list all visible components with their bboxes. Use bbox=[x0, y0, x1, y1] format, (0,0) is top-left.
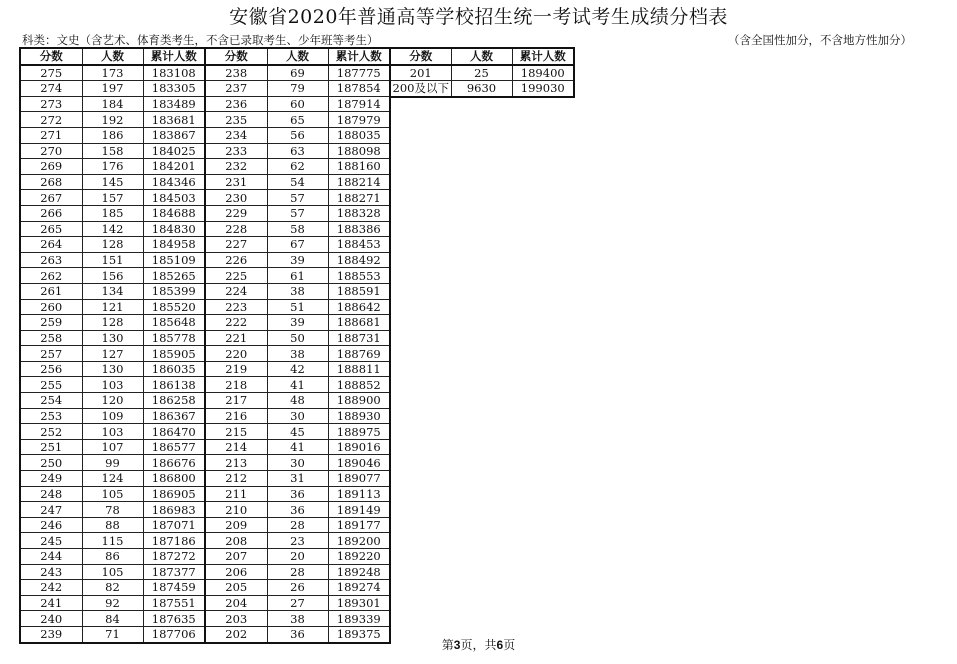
cell-score: 264 bbox=[20, 237, 82, 253]
cell-cumulative: 188328 bbox=[328, 205, 390, 221]
cell-score: 214 bbox=[205, 439, 267, 455]
cell-count: 173 bbox=[82, 65, 143, 81]
table-row bbox=[20, 268, 390, 284]
cell-cumulative: 188731 bbox=[328, 330, 390, 346]
table-row bbox=[20, 65, 390, 81]
table-row bbox=[20, 517, 390, 533]
table-row bbox=[20, 237, 390, 253]
cell-cumulative: 189248 bbox=[328, 564, 390, 580]
cell-score: 236 bbox=[205, 96, 267, 112]
cell-score: 224 bbox=[205, 283, 267, 299]
cell-count: 60 bbox=[267, 96, 328, 112]
cell-score: 238 bbox=[205, 65, 267, 81]
cell-count: 57 bbox=[267, 205, 328, 221]
cell-score: 251 bbox=[20, 439, 82, 455]
table-row bbox=[20, 159, 390, 175]
table-row bbox=[20, 330, 390, 346]
table-row bbox=[20, 424, 390, 440]
table-row bbox=[20, 283, 390, 299]
cell-count: 28 bbox=[267, 564, 328, 580]
cell-score: 256 bbox=[20, 361, 82, 377]
cell-cumulative: 187272 bbox=[143, 549, 205, 565]
cell-score: 218 bbox=[205, 377, 267, 393]
cell-cumulative: 189375 bbox=[328, 626, 390, 642]
cell-count: 127 bbox=[82, 346, 143, 362]
cell-count: 41 bbox=[267, 439, 328, 455]
table-row bbox=[20, 549, 390, 565]
cell-score: 267 bbox=[20, 190, 82, 206]
cell-score: 261 bbox=[20, 283, 82, 299]
cell-cumulative: 187979 bbox=[328, 112, 390, 128]
cell-score: 266 bbox=[20, 205, 82, 221]
cell-cumulative: 184503 bbox=[143, 190, 205, 206]
table-row bbox=[20, 611, 390, 627]
cell-count: 88 bbox=[82, 517, 143, 533]
cell-score: 211 bbox=[205, 486, 267, 502]
cell-cumulative: 187706 bbox=[143, 626, 205, 642]
cell-cumulative: 184830 bbox=[143, 221, 205, 237]
cell-count: 109 bbox=[82, 408, 143, 424]
cell-count: 151 bbox=[82, 252, 143, 268]
table-row bbox=[20, 377, 390, 393]
cell-score: 240 bbox=[20, 611, 82, 627]
footer-middle: 页，共 bbox=[460, 638, 497, 652]
cell-cumulative: 183489 bbox=[143, 96, 205, 112]
table-header-row bbox=[20, 48, 390, 65]
cell-score: 205 bbox=[205, 580, 267, 596]
cell-score: 223 bbox=[205, 299, 267, 315]
cell-count: 39 bbox=[267, 315, 328, 331]
cell-count: 121 bbox=[82, 299, 143, 315]
table-row bbox=[20, 580, 390, 596]
cell-count: 103 bbox=[82, 377, 143, 393]
cell-cumulative: 187071 bbox=[143, 517, 205, 533]
cell-cumulative: 188811 bbox=[328, 361, 390, 377]
cell-cumulative: 188975 bbox=[328, 424, 390, 440]
cell-score: 204 bbox=[205, 595, 267, 611]
cell-count: 120 bbox=[82, 393, 143, 409]
cell-score: 235 bbox=[205, 112, 267, 128]
cell-count: 54 bbox=[267, 174, 328, 190]
cell-count: 107 bbox=[82, 439, 143, 455]
cell-cumulative: 185265 bbox=[143, 268, 205, 284]
cell-score: 247 bbox=[20, 502, 82, 518]
cell-cumulative: 189149 bbox=[328, 502, 390, 518]
cell-count: 156 bbox=[82, 268, 143, 284]
cell-count: 63 bbox=[267, 143, 328, 159]
cell-score: 272 bbox=[20, 112, 82, 128]
cell-cumulative: 188453 bbox=[328, 237, 390, 253]
cell-cumulative: 187854 bbox=[328, 81, 390, 97]
cell-cumulative: 187186 bbox=[143, 533, 205, 549]
cell-count: 79 bbox=[267, 81, 328, 97]
cell-count: 62 bbox=[267, 159, 328, 175]
cell-cumulative: 188035 bbox=[328, 127, 390, 143]
cell-cumulative: 186138 bbox=[143, 377, 205, 393]
cell-score: 232 bbox=[205, 159, 267, 175]
cell-score: 249 bbox=[20, 471, 82, 487]
header-cumulative: 累计人数 bbox=[143, 48, 205, 65]
table-row bbox=[20, 595, 390, 611]
cell-cumulative: 186983 bbox=[143, 502, 205, 518]
cell-score: 263 bbox=[20, 252, 82, 268]
table-row bbox=[20, 299, 390, 315]
table-row bbox=[20, 221, 390, 237]
cell-score: 275 bbox=[20, 65, 82, 81]
table-row bbox=[20, 190, 390, 206]
cell-score: 262 bbox=[20, 268, 82, 284]
cell-count: 115 bbox=[82, 533, 143, 549]
cell-count: 30 bbox=[267, 408, 328, 424]
cell-count: 78 bbox=[82, 502, 143, 518]
footer-prefix: 第 bbox=[441, 638, 454, 652]
table-row bbox=[20, 112, 390, 128]
cell-cumulative: 186470 bbox=[143, 424, 205, 440]
cell-count: 9630 bbox=[451, 81, 512, 97]
cell-count: 39 bbox=[267, 252, 328, 268]
page-footer bbox=[0, 638, 957, 652]
cell-score: 259 bbox=[20, 315, 82, 331]
cell-score: 255 bbox=[20, 377, 82, 393]
table-row bbox=[20, 361, 390, 377]
cell-cumulative: 189339 bbox=[328, 611, 390, 627]
cell-score: 239 bbox=[20, 626, 82, 642]
cell-score: 274 bbox=[20, 81, 82, 97]
table-body bbox=[20, 65, 390, 643]
cell-cumulative: 199030 bbox=[512, 81, 574, 97]
cell-score: 209 bbox=[205, 517, 267, 533]
cell-count: 130 bbox=[82, 330, 143, 346]
cell-cumulative: 188591 bbox=[328, 283, 390, 299]
cell-count: 157 bbox=[82, 190, 143, 206]
cell-cumulative: 185520 bbox=[143, 299, 205, 315]
cell-score: 202 bbox=[205, 626, 267, 642]
table-row bbox=[20, 315, 390, 331]
cell-cumulative: 186577 bbox=[143, 439, 205, 455]
cell-count: 185 bbox=[82, 205, 143, 221]
cell-count: 28 bbox=[267, 517, 328, 533]
summary-table bbox=[389, 47, 575, 98]
cell-cumulative: 183305 bbox=[143, 81, 205, 97]
header-score: 分数 bbox=[20, 48, 82, 65]
cell-cumulative: 187775 bbox=[328, 65, 390, 81]
cell-cumulative: 188930 bbox=[328, 408, 390, 424]
score-table bbox=[19, 47, 391, 644]
cell-count: 145 bbox=[82, 174, 143, 190]
table-row bbox=[20, 205, 390, 221]
cell-count: 38 bbox=[267, 346, 328, 362]
cell-cumulative: 187551 bbox=[143, 595, 205, 611]
cell-score: 257 bbox=[20, 346, 82, 362]
cell-count: 51 bbox=[267, 299, 328, 315]
cell-count: 130 bbox=[82, 361, 143, 377]
table-row bbox=[20, 439, 390, 455]
cell-cumulative: 185109 bbox=[143, 252, 205, 268]
cell-score: 201 bbox=[390, 65, 451, 81]
cell-score: 221 bbox=[205, 330, 267, 346]
header-count: 人数 bbox=[267, 48, 328, 65]
cell-cumulative: 188386 bbox=[328, 221, 390, 237]
cell-count: 197 bbox=[82, 81, 143, 97]
cell-score: 233 bbox=[205, 143, 267, 159]
footer-suffix: 页 bbox=[503, 638, 516, 652]
cell-count: 61 bbox=[267, 268, 328, 284]
cell-count: 82 bbox=[82, 580, 143, 596]
cell-score: 241 bbox=[20, 595, 82, 611]
cell-count: 20 bbox=[267, 549, 328, 565]
cell-score: 229 bbox=[205, 205, 267, 221]
cell-cumulative: 185778 bbox=[143, 330, 205, 346]
cell-cumulative: 187377 bbox=[143, 564, 205, 580]
cell-cumulative: 189177 bbox=[328, 517, 390, 533]
cell-cumulative: 184688 bbox=[143, 205, 205, 221]
cell-score: 216 bbox=[205, 408, 267, 424]
cell-score: 250 bbox=[20, 455, 82, 471]
table-row bbox=[20, 564, 390, 580]
cell-cumulative: 189046 bbox=[328, 455, 390, 471]
cell-count: 92 bbox=[82, 595, 143, 611]
cell-count: 58 bbox=[267, 221, 328, 237]
cell-score: 252 bbox=[20, 424, 82, 440]
cell-cumulative: 183867 bbox=[143, 127, 205, 143]
cell-count: 84 bbox=[82, 611, 143, 627]
table-row bbox=[20, 174, 390, 190]
cell-cumulative: 187459 bbox=[143, 580, 205, 596]
cell-score: 210 bbox=[205, 502, 267, 518]
cell-score: 208 bbox=[205, 533, 267, 549]
cell-cumulative: 188642 bbox=[328, 299, 390, 315]
cell-cumulative: 186905 bbox=[143, 486, 205, 502]
cell-cumulative: 188681 bbox=[328, 315, 390, 331]
cell-count: 36 bbox=[267, 486, 328, 502]
cell-score: 206 bbox=[205, 564, 267, 580]
cell-count: 192 bbox=[82, 112, 143, 128]
cell-score: 207 bbox=[205, 549, 267, 565]
cell-count: 128 bbox=[82, 237, 143, 253]
cell-cumulative: 186367 bbox=[143, 408, 205, 424]
cell-score: 244 bbox=[20, 549, 82, 565]
cell-count: 36 bbox=[267, 626, 328, 642]
cell-count: 38 bbox=[267, 283, 328, 299]
table-row bbox=[20, 502, 390, 518]
cell-cumulative: 187635 bbox=[143, 611, 205, 627]
cell-score: 213 bbox=[205, 455, 267, 471]
cell-score: 248 bbox=[20, 486, 82, 502]
table-row bbox=[20, 81, 390, 97]
cell-cumulative: 189113 bbox=[328, 486, 390, 502]
cell-cumulative: 187914 bbox=[328, 96, 390, 112]
cell-score: 265 bbox=[20, 221, 82, 237]
subject-category: 科类：文史（含艺术、体育类考生，不含已录取考生、少年班等考生） bbox=[22, 33, 379, 47]
header-score: 分数 bbox=[390, 48, 451, 65]
cell-score: 200及以下 bbox=[390, 81, 451, 97]
cell-score: 269 bbox=[20, 159, 82, 175]
cell-count: 99 bbox=[82, 455, 143, 471]
cell-count: 41 bbox=[267, 377, 328, 393]
summary-body bbox=[390, 65, 574, 97]
cell-score: 268 bbox=[20, 174, 82, 190]
cell-cumulative: 186035 bbox=[143, 361, 205, 377]
table-row bbox=[20, 455, 390, 471]
cell-count: 48 bbox=[267, 393, 328, 409]
cell-cumulative: 188098 bbox=[328, 143, 390, 159]
cell-count: 38 bbox=[267, 611, 328, 627]
table-row bbox=[20, 471, 390, 487]
cell-cumulative: 188160 bbox=[328, 159, 390, 175]
cell-count: 105 bbox=[82, 486, 143, 502]
cell-count: 134 bbox=[82, 283, 143, 299]
cell-score: 245 bbox=[20, 533, 82, 549]
cell-score: 246 bbox=[20, 517, 82, 533]
cell-score: 217 bbox=[205, 393, 267, 409]
cell-count: 184 bbox=[82, 96, 143, 112]
cell-cumulative: 184958 bbox=[143, 237, 205, 253]
header-count: 人数 bbox=[451, 48, 512, 65]
cell-score: 220 bbox=[205, 346, 267, 362]
page-title: 安徽省2020年普通高等学校招生统一考试考生成绩分档表 bbox=[229, 6, 728, 28]
cell-cumulative: 189016 bbox=[328, 439, 390, 455]
table-row bbox=[20, 143, 390, 159]
cell-count: 65 bbox=[267, 112, 328, 128]
cell-cumulative: 186258 bbox=[143, 393, 205, 409]
cell-count: 45 bbox=[267, 424, 328, 440]
cell-score: 227 bbox=[205, 237, 267, 253]
cell-cumulative: 185905 bbox=[143, 346, 205, 362]
cell-cumulative: 188553 bbox=[328, 268, 390, 284]
cell-count: 103 bbox=[82, 424, 143, 440]
footer-page-number: 3 bbox=[453, 638, 461, 652]
header-cumulative: 累计人数 bbox=[512, 48, 574, 65]
cell-score: 212 bbox=[205, 471, 267, 487]
cell-score: 219 bbox=[205, 361, 267, 377]
table-row bbox=[20, 96, 390, 112]
header-count: 人数 bbox=[82, 48, 143, 65]
cell-score: 242 bbox=[20, 580, 82, 596]
cell-score: 273 bbox=[20, 96, 82, 112]
cell-count: 158 bbox=[82, 143, 143, 159]
cell-cumulative: 186676 bbox=[143, 455, 205, 471]
cell-count: 124 bbox=[82, 471, 143, 487]
cell-score: 270 bbox=[20, 143, 82, 159]
table-row bbox=[20, 533, 390, 549]
table-row bbox=[20, 486, 390, 502]
cell-cumulative: 188492 bbox=[328, 252, 390, 268]
cell-count: 56 bbox=[267, 127, 328, 143]
cell-cumulative: 189400 bbox=[512, 65, 574, 81]
cell-score: 260 bbox=[20, 299, 82, 315]
cell-cumulative: 184346 bbox=[143, 174, 205, 190]
cell-cumulative: 189200 bbox=[328, 533, 390, 549]
cell-count: 67 bbox=[267, 237, 328, 253]
cell-score: 243 bbox=[20, 564, 82, 580]
summary-row bbox=[390, 81, 574, 97]
cell-score: 230 bbox=[205, 190, 267, 206]
cell-cumulative: 183108 bbox=[143, 65, 205, 81]
cell-count: 128 bbox=[82, 315, 143, 331]
cell-cumulative: 188900 bbox=[328, 393, 390, 409]
table-row bbox=[20, 393, 390, 409]
cell-score: 215 bbox=[205, 424, 267, 440]
cell-score: 271 bbox=[20, 127, 82, 143]
cell-count: 71 bbox=[82, 626, 143, 642]
cell-score: 254 bbox=[20, 393, 82, 409]
cell-cumulative: 183681 bbox=[143, 112, 205, 128]
cell-count: 25 bbox=[451, 65, 512, 81]
cell-count: 105 bbox=[82, 564, 143, 580]
cell-cumulative: 185399 bbox=[143, 283, 205, 299]
header-score: 分数 bbox=[205, 48, 267, 65]
cell-count: 27 bbox=[267, 595, 328, 611]
bonus-note: （含全国性加分，不含地方性加分） bbox=[728, 33, 912, 47]
table-row bbox=[20, 346, 390, 362]
cell-count: 36 bbox=[267, 502, 328, 518]
cell-cumulative: 189301 bbox=[328, 595, 390, 611]
summary-row bbox=[390, 65, 574, 81]
cell-count: 50 bbox=[267, 330, 328, 346]
footer-total-pages: 6 bbox=[496, 638, 504, 652]
cell-score: 222 bbox=[205, 315, 267, 331]
table-row bbox=[20, 408, 390, 424]
cell-cumulative: 184201 bbox=[143, 159, 205, 175]
cell-count: 86 bbox=[82, 549, 143, 565]
cell-score: 253 bbox=[20, 408, 82, 424]
cell-cumulative: 189220 bbox=[328, 549, 390, 565]
cell-score: 203 bbox=[205, 611, 267, 627]
cell-count: 42 bbox=[267, 361, 328, 377]
cell-cumulative: 188271 bbox=[328, 190, 390, 206]
cell-cumulative: 186800 bbox=[143, 471, 205, 487]
cell-score: 231 bbox=[205, 174, 267, 190]
table-row bbox=[20, 127, 390, 143]
cell-count: 69 bbox=[267, 65, 328, 81]
cell-count: 30 bbox=[267, 455, 328, 471]
cell-cumulative: 188214 bbox=[328, 174, 390, 190]
cell-count: 186 bbox=[82, 127, 143, 143]
cell-count: 23 bbox=[267, 533, 328, 549]
table-row bbox=[20, 252, 390, 268]
cell-count: 57 bbox=[267, 190, 328, 206]
cell-score: 228 bbox=[205, 221, 267, 237]
summary-header-row bbox=[390, 48, 574, 65]
cell-count: 31 bbox=[267, 471, 328, 487]
cell-cumulative: 188769 bbox=[328, 346, 390, 362]
cell-cumulative: 189274 bbox=[328, 580, 390, 596]
cell-cumulative: 188852 bbox=[328, 377, 390, 393]
cell-score: 237 bbox=[205, 81, 267, 97]
header-cumulative: 累计人数 bbox=[328, 48, 390, 65]
cell-count: 26 bbox=[267, 580, 328, 596]
cell-cumulative: 189077 bbox=[328, 471, 390, 487]
cell-score: 234 bbox=[205, 127, 267, 143]
cell-score: 258 bbox=[20, 330, 82, 346]
cell-cumulative: 184025 bbox=[143, 143, 205, 159]
cell-count: 142 bbox=[82, 221, 143, 237]
cell-score: 226 bbox=[205, 252, 267, 268]
cell-count: 176 bbox=[82, 159, 143, 175]
cell-score: 225 bbox=[205, 268, 267, 284]
cell-cumulative: 185648 bbox=[143, 315, 205, 331]
